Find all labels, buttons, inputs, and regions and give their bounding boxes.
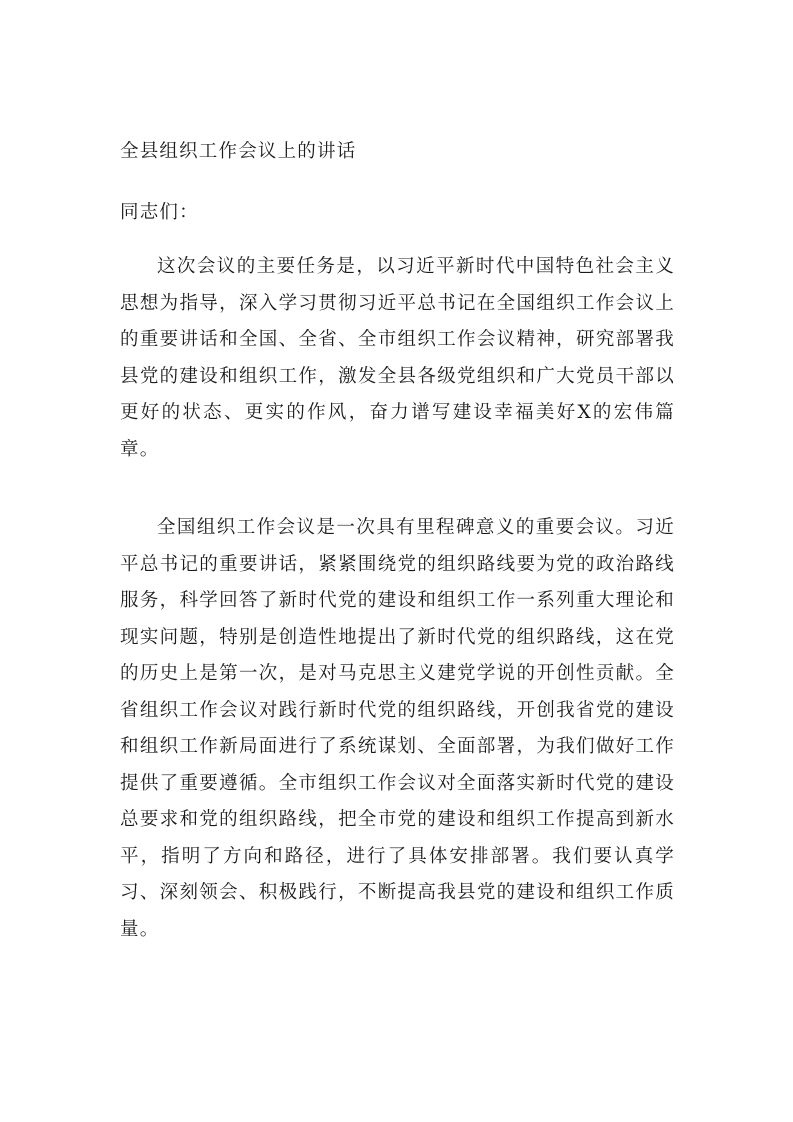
paragraph-2: 全国组织工作会议是一次具有里程碑意义的重要会议。习近平总书记的重要讲话，紧紧围绕党的组织路线要为党的政治路线服务，科学回答了新时代党的建设和组织工作一系列重大理论和现实问题，特别是创造性地提出了新时代党的组织路线，这在党的历史上是第一次，是对马克思主义建党学说的开创性贡献。全省组织工作会议对践行新时代党的组织路线，开创我省党的建设和组织工作新局面进行了系统谋划、全面部署，为我们做好工作提供了重要遵循。全市组织工作会议对全面落实新时代党的建设总要求和党的组织路线，把全市党的建设和组织工作提高到新水平，指明了方向和路径，进行了具体安排部署。我们要认真学习、深刻领会、积极践行，不断提高我县党的建设和组织工作质量。 [120, 517, 675, 940]
salutation: 同志们： [120, 202, 199, 223]
document-title: 全县组织工作会议上的讲话 [120, 141, 357, 162]
paragraph-1: 这次会议的主要任务是，以习近平新时代中国特色社会主义思想为指导，深入学习贯彻习近平总书记在全国组织工作会议上的重要讲话和全国、全省、全市组织工作会议精神，研究部署我县党的建设和组织工作，激发全县各级党组织和广大党员干部以更好的状态、更实的作风，奋力谱写建设幸福美好X的宏伟篇章。 [120, 256, 675, 460]
